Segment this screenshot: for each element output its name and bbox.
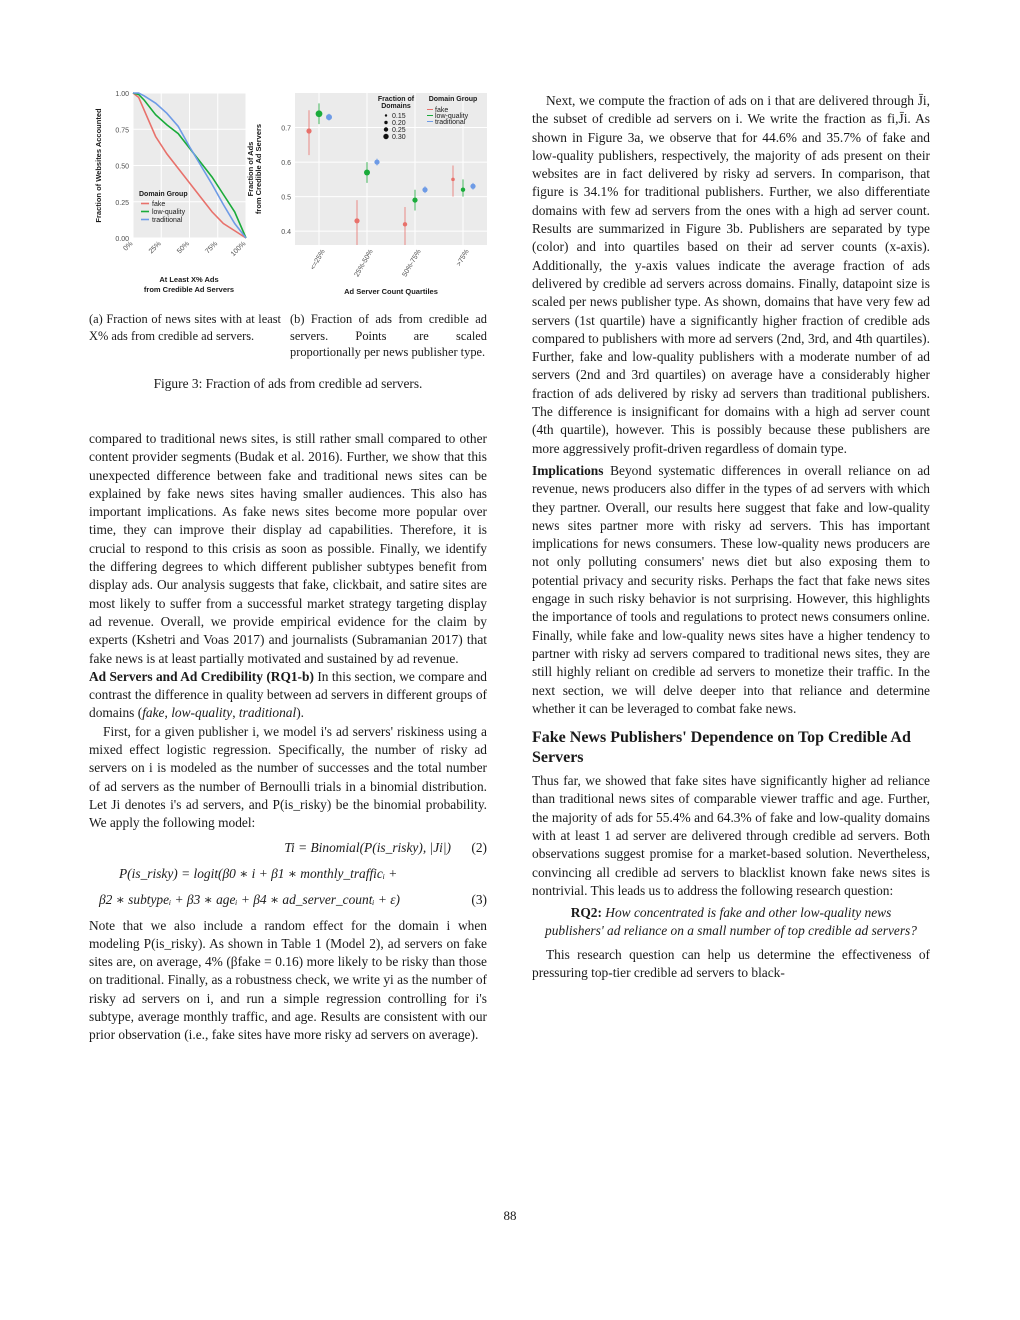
- paragraph: compared to traditional news sites, is still rather small compared to other content provider segments (Budak et al. 2016). Further, we show that this unexpected difference between fake and traditional news sites can be explained by fake news sites having smaller audiences. This also has important implications. As fake news sites become more popular over time, they can improve their display ad capabilities. Therefore, it is crucial to respond to this crisis as soon as possible. Finally, we identify the differing degrees to which different publisher subtypes benefit from display ads. Our analysis suggests that fake, clickbait, and satire sites are most likely to suffer from a successful market strategy targeting display ad revenue. Overall, we provide empirical evidence for the claim by experts (Kshetri and Voas 2017) and journalists (Subramanian 2017) that fake news is at least partially motivated and sustained by ad revenue.: [89, 431, 487, 666]
- data-point: [316, 110, 323, 117]
- data-point: [422, 187, 427, 192]
- chart-a: [94, 91, 247, 294]
- figure-3: [89, 88, 487, 308]
- rq2-text: How concentrated is fake and other low-quality news publishers' ad reliance on a small number of top credible ad servers?: [545, 905, 917, 939]
- paragraph: Thus far, we showed that fake sites have significantly higher ad reliance than traditional news sites of comparable viewer traffic and age. Further, the majority of ads for 55.4% and 64.3% of fake and low-quality domains with at least 1 ad server are delivered through credible ad servers. Both observations suggest promise for a market-based solution. Nevertheless, convincing all credible ad servers to blacklist known fake news sites is nontrivial. This leads us to address the following research question:: [532, 773, 930, 898]
- y-tick-label: 0.25: [115, 199, 129, 207]
- x-tick-label: 0%: [122, 240, 135, 253]
- color-legend-title: Domain Group: [428, 96, 478, 103]
- text: ,: [164, 705, 172, 721]
- data-point: [306, 128, 311, 133]
- right-column: [532, 92, 930, 983]
- y-tick-label: 0.00: [115, 236, 129, 243]
- y-axis-title: Fraction of Ads: [246, 141, 255, 197]
- x-axis-title: from Credible Ad Servers: [143, 285, 235, 294]
- rq2-label: RQ2:: [570, 905, 602, 921]
- y-tick-label: 0.7: [281, 125, 291, 133]
- legend-label: traditional: [435, 119, 466, 126]
- equation-number: (3): [471, 891, 487, 907]
- size-legend-dot: [384, 121, 387, 124]
- legend-title: Domain Group: [139, 191, 188, 198]
- y-axis-title: Fraction of Websites Accounted: [94, 108, 103, 223]
- y-axis-title: from Credible Ad Servers: [254, 123, 263, 215]
- section-title: Fake News Publishers' Dependence on Top Credible Ad Servers: [532, 729, 911, 767]
- equation-text: β2 ∗ subtypeᵢ + β3 ∗ ageᵢ + β4 ∗ ad_server_countᵢ + ε): [99, 891, 401, 907]
- data-point: [354, 218, 359, 223]
- implications-paragraph: [532, 462, 930, 718]
- legend-label: fake: [152, 201, 166, 208]
- equation-number: (2): [471, 839, 487, 855]
- chart-b: [246, 93, 487, 296]
- text: traditional: [238, 705, 297, 721]
- x-tick-label: 50%: [176, 240, 191, 256]
- text: low-quality: [171, 705, 233, 721]
- text: In this section, we compare and contrast the difference in quality between ad servers in different groups of domains (: [89, 668, 487, 721]
- text: ,: [232, 705, 239, 721]
- data-point: [364, 169, 370, 175]
- size-legend-dot: [385, 114, 387, 116]
- size-legend-dot: [383, 134, 388, 139]
- x-axis-title: At Least X% Ads: [159, 275, 219, 284]
- rq2-box: [544, 904, 918, 940]
- paragraph: Note that we also include a random effect for the domain i when modeling P(is_risky). As shown in Table 1 (Model 2), ad servers on fake sites are, on average, 4% (βfake = 0.16) more likely to be risky than those on traditional. Finally, as a robustness check, we write yi as the number of risky ad servers on i, and run a simple regression controlling for i's subtype, average monthly traffic, and age. Results are consistent with our prior observation (i.e., fake sites have more risky ad servers on average).: [89, 917, 487, 1043]
- paragraph: Next, we compute the fraction of ads on i that are delivered through J̄i, the subset of credible ad servers on i. We write the fraction as fi,J̄i. As shown in Figure 3a, we observe that for 44.6% and 35.7% of fake and low-quality publishers, respectively, the majority of ads present on their websites are in fact delivered by risky ad servers. In comparison, that figure is 34.1% for traditional publishers. Further, we also differentiate domains with few ad servers from the ones with a high ad server count. Results are summarized in Figure 3b. Publishers are separated by type (color) and into quartiles based on their ad server counts (x-axis). Additionally, the y-axis values indicate the average fraction of ads delivered by credible ad servers across domains. Finally, datapoint size is scaled per news publisher type. As shown, domains that have very few ad servers (1st quartile) have a significantly higher fraction of credible ads compared to publishers with more ad servers (2nd, 3rd, and 4th quartiles). Further, fake and low-quality publishers with a moderate number of ad servers (2nd and 3rd quartiles) on average have a considerably higher fraction of ads delivered by risky ad servers than traditional publishers. The difference is insignificant for domains with a high ad server count (4th quartile), however. This is possibly because these publishers are more aggressively profit-driven regardless of domain type.: [532, 93, 930, 456]
- paragraph: First, for a given publisher i, we model i's ad servers' riskiness using a mixed effect logistic regression. Specifically, the number of risky ad servers on i is modeled as the number of successes and the total number of ad servers as the number of Bernoulli trials in a binomial distribution. Let Ji denotes i's ad servers, and P(is_risky) be the binomial probability. We apply the following model:: [89, 723, 487, 831]
- x-tick-label: 100%: [229, 240, 248, 259]
- equation-3b: [89, 891, 487, 911]
- data-point: [403, 222, 407, 226]
- figure-caption: Figure 3: Fraction of ads from credible ad servers.: [153, 376, 423, 391]
- page-number: 88: [503, 1208, 517, 1223]
- y-tick-label: 0.4: [281, 229, 291, 237]
- legend-label: traditional: [152, 217, 183, 224]
- equation-3a: [89, 865, 487, 885]
- text: ).: [296, 705, 305, 721]
- legend-label: fake: [435, 107, 449, 114]
- equation-text: Ti = Binomial(P(is_risky), |Ji|): [284, 839, 451, 855]
- rq1b-heading: Ad Servers and Ad Credibility (RQ1-b): [89, 668, 314, 684]
- text: fake: [142, 705, 165, 721]
- rq1b-paragraph: [89, 668, 487, 723]
- legend-label: low-quality: [152, 209, 186, 216]
- equation-2: [89, 839, 487, 859]
- subcaption-a: (a) Fraction of news sites with at least X% ads from credible ad servers.: [89, 312, 281, 343]
- left-column: [89, 430, 487, 1045]
- data-point: [412, 197, 417, 202]
- size-legend-label: 0.15: [392, 113, 406, 120]
- size-legend-label: 0.30: [392, 134, 406, 141]
- data-point: [451, 178, 455, 182]
- size-legend-dot: [384, 127, 388, 131]
- x-tick-label: 25%: [147, 240, 163, 256]
- y-tick-label: 0.6: [281, 160, 291, 168]
- y-tick-label: 0.50: [115, 163, 129, 171]
- data-point: [374, 159, 379, 164]
- equation-text: P(is_risky) = logit(β0 ∗ i + β1 ∗ monthly_trafficᵢ +: [119, 865, 398, 881]
- data-point: [326, 114, 332, 120]
- x-tick-label: 50%-75%: [401, 248, 423, 279]
- subcaption-b: (b) Fraction of ads from credible ad servers. Points are scaled proportionally per news publisher type.: [290, 312, 487, 360]
- x-tick-label: 75%: [204, 240, 220, 256]
- y-tick-label: 0.5: [281, 194, 291, 202]
- size-legend-title: Fraction of: [377, 96, 415, 103]
- x-tick-label: <=25%: [309, 248, 327, 272]
- legend-label: low-quality: [435, 113, 469, 120]
- size-legend-label: 0.20: [392, 120, 406, 127]
- text: Beyond systematic differences in overall reliance on ad revenue, news producers also differ in the types of ad servers with which they partner. Overall, our results here suggest that fake and low-quality news sites partner more with risky ad servers. This has important implications for news consumers. These low-quality news producers are not only polluting consumers' news diet but also exposing them to potential privacy and security risks. Perhaps the fact that fake news sites engage in such risky behavior is not surprising. However, this highlights the importance of tools and regulations to protect news consumers online. Finally, while fake and low-quality news sites have a higher tendency to partner with risky ad servers compared to traditional news sites, they are still highly reliant on credible ad servers to monetize their traffic. In the next section, we will delve deeper into that reliance and determine whether it can be leveraged to combat fake news.: [532, 462, 930, 716]
- implications-heading: Implications: [532, 462, 604, 478]
- x-tick-label: 25%-50%: [353, 248, 375, 279]
- data-point: [461, 188, 465, 192]
- paragraph: This research question can help us determine the effectiveness of pressuring top-tier credible ad servers to black-: [532, 947, 930, 981]
- x-tick-label: >75%: [455, 248, 471, 268]
- data-point: [470, 184, 475, 189]
- y-tick-label: 0.75: [115, 127, 129, 135]
- y-tick-label: 1.00: [115, 91, 129, 98]
- x-axis-title: Ad Server Count Quartiles: [344, 287, 438, 296]
- size-legend-label: 0.25: [392, 127, 406, 134]
- size-legend-title: Domains: [381, 103, 411, 110]
